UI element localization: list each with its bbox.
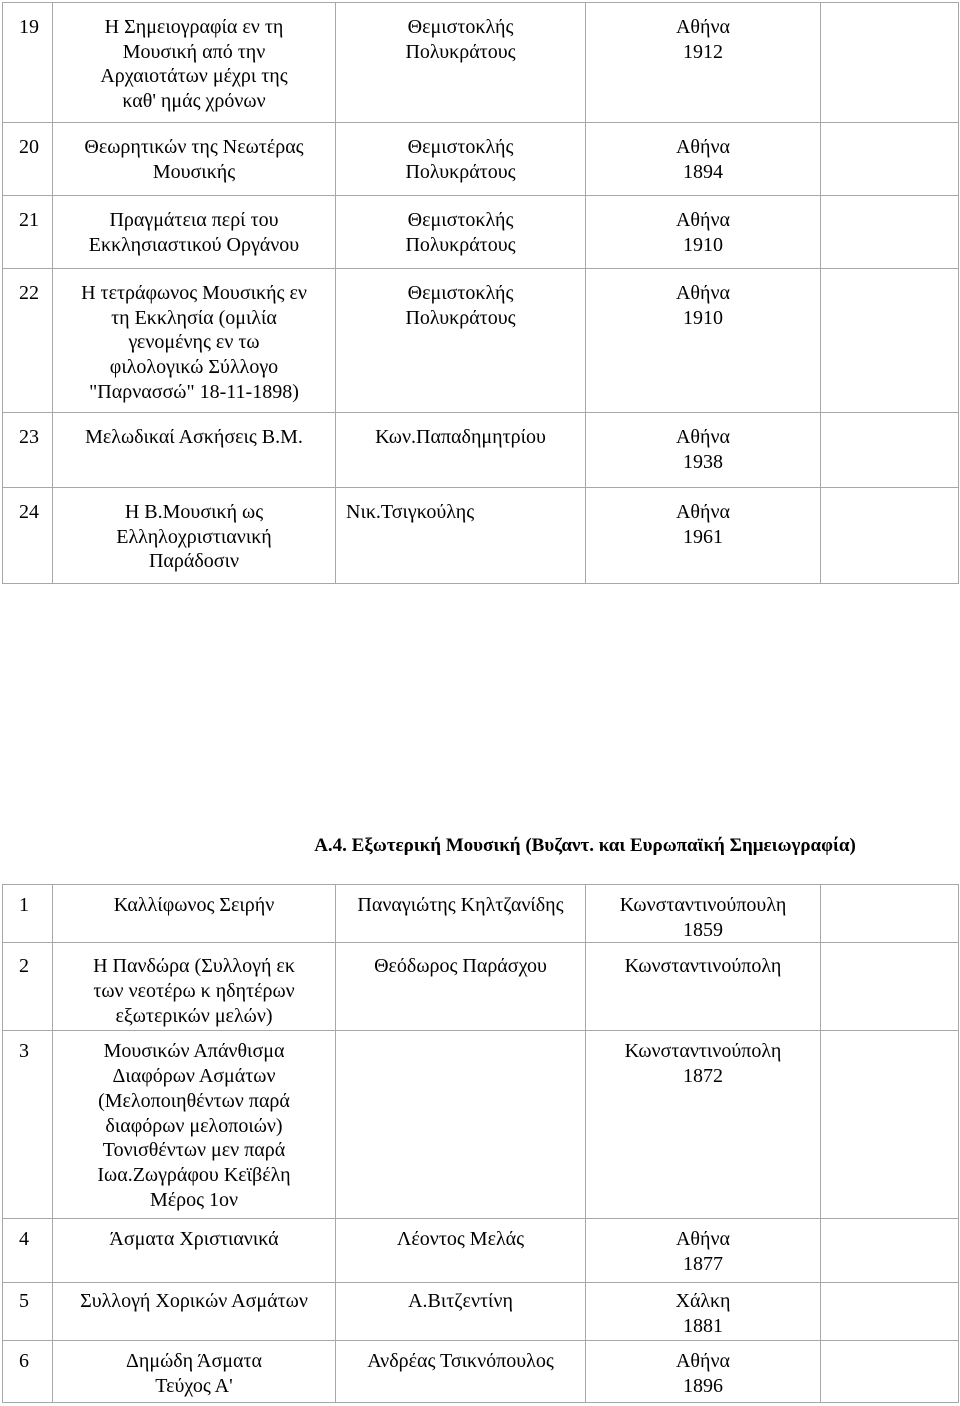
table-row [3, 1283, 959, 1341]
item-year: 1877 [683, 1253, 723, 1276]
item-place: Αθήνα [675, 136, 730, 158]
table-row [3, 269, 959, 413]
item-year: 1859 [683, 918, 723, 941]
item-place-year [586, 1031, 821, 1219]
item-place-year [586, 123, 821, 196]
item-author: Κων.Παπαδημητρίου [336, 413, 586, 488]
item-author [336, 1031, 586, 1219]
item-year: 1910 [683, 233, 723, 256]
item-title: Η τετράφωνος Μουσικής εν τη Εκκλησία (ομιλία γενομένης εν τω φιλολογικώ Σύλλογο "Παρνασσώ" 18-11-1898) [53, 269, 336, 413]
item-place: Χάλκη [675, 1290, 731, 1313]
item-author: Νικ.Τσιγκούλης [336, 488, 586, 584]
item-number: 22 [3, 269, 53, 413]
item-place-year [586, 1283, 821, 1341]
item-number: 20 [3, 123, 53, 196]
item-title: Θεωρητικών της Νεωτέρας Μουσικής [53, 123, 336, 196]
empty-cell [821, 3, 959, 123]
item-title: Καλλίφωνος Σειρήν [53, 885, 336, 943]
table-row [3, 943, 959, 1031]
item-title: Η Πανδώρα (Συλλογή εκ των νεοτέρω κ ηδητέρων εξωτερικών μελών) [53, 943, 336, 1031]
item-author: Λέοντος Μελάς [336, 1219, 586, 1283]
item-year: 1894 [683, 160, 723, 183]
item-title: Συλλογή Χορικών Ασμάτων [53, 1283, 336, 1341]
section-heading: Α.4. Εξωτερική Μουσική (Βυζαντ. και Ευρωπαϊκή Σημειωγραφία) [314, 835, 856, 856]
empty-cell [821, 123, 959, 196]
empty-cell [821, 885, 959, 943]
item-place-year [586, 885, 821, 943]
item-title: Η Σημειογραφία εν τη Μουσική από την Αρχαιοτάτων μέχρι της καθ' ημάς χρόνων [53, 3, 336, 123]
item-number: 21 [3, 196, 53, 269]
item-place-year [586, 413, 821, 488]
item-place: Αθήνα [675, 1350, 730, 1373]
table-row [3, 123, 959, 196]
item-title: Μελωδικαί Ασκήσεις Β.Μ. [53, 413, 336, 488]
table-row [3, 196, 959, 269]
item-title: Μουσικών Απάνθισμα Διαφόρων Ασμάτων (Μελοποιηθέντων παρά διαφόρων μελοποιών) Τονισθέντων μεν παρά Ιωα.Ζωγράφου Κεϊβέλη Μέρος 1ον [53, 1031, 336, 1219]
item-author: Παναγιώτης Κηλτζανίδης [336, 885, 586, 943]
table-row [3, 413, 959, 488]
empty-cell [821, 269, 959, 413]
item-year: 1896 [683, 1375, 723, 1398]
table-row [3, 488, 959, 584]
item-place: Αθήνα [675, 501, 730, 523]
empty-cell [821, 196, 959, 269]
empty-cell [821, 413, 959, 488]
table-row [3, 3, 959, 123]
item-number: 3 [3, 1031, 53, 1219]
item-place-year [586, 488, 821, 584]
table-row [3, 1341, 959, 1403]
empty-cell [821, 488, 959, 584]
item-title: Πραγμάτεια περί του Εκκλησιαστικού Οργάνου [53, 196, 336, 269]
item-number: 5 [3, 1283, 53, 1341]
item-author: Θεμιστοκλής Πολυκράτους [336, 269, 586, 413]
empty-cell [821, 1219, 959, 1283]
item-title: Δημώδη Άσματα Τεύχος Α' [53, 1341, 336, 1403]
empty-cell [821, 1341, 959, 1403]
book-table-1 [2, 2, 959, 584]
item-place-year [586, 1219, 821, 1283]
item-year: 1961 [683, 525, 723, 548]
item-place: Αθήνα [675, 426, 730, 448]
table-row [3, 885, 959, 943]
item-place-year [586, 269, 821, 413]
item-place-year [586, 1341, 821, 1403]
item-number: 19 [3, 3, 53, 123]
item-year: 1872 [683, 1065, 723, 1088]
item-year: 1912 [683, 40, 723, 63]
item-number: 2 [3, 943, 53, 1031]
item-place: Αθήνα [675, 1228, 730, 1251]
item-number: 23 [3, 413, 53, 488]
item-author: Θεμιστοκλής Πολυκράτους [336, 3, 586, 123]
book-table-2-body [3, 885, 959, 1403]
item-number: 4 [3, 1219, 53, 1283]
empty-cell [821, 943, 959, 1031]
item-place: Κωνσταντινούπουλη [619, 894, 787, 916]
item-place-year [586, 943, 821, 1031]
book-table-1-body [3, 3, 959, 584]
book-table-2 [2, 884, 959, 1403]
item-author: Α.Βιτζεντίνη [336, 1283, 586, 1341]
item-number: 24 [3, 488, 53, 584]
item-place: Αθήνα [675, 209, 730, 231]
item-place-year [586, 3, 821, 123]
item-year: 1910 [683, 306, 723, 329]
item-place: Αθήνα [675, 16, 730, 38]
empty-cell [821, 1031, 959, 1219]
item-year: 1881 [683, 1315, 723, 1338]
item-number: 1 [3, 885, 53, 943]
item-place: Κωνσταντινούπολη [624, 1040, 782, 1063]
item-title: Άσματα Χριστιανικά [53, 1219, 336, 1283]
item-year: 1938 [683, 450, 723, 473]
item-place-year [586, 196, 821, 269]
item-number: 6 [3, 1341, 53, 1403]
item-author: Θεόδωρος Παράσχου [336, 943, 586, 1031]
table-row [3, 1031, 959, 1219]
item-title: Η Β.Μουσική ως Ελληλοχριστιανική Παράδοσιν [53, 488, 336, 584]
item-place: Κωνσταντινούπολη [624, 955, 782, 978]
empty-cell [821, 1283, 959, 1341]
item-author: Θεμιστοκλής Πολυκράτους [336, 123, 586, 196]
table-row [3, 1219, 959, 1283]
item-author: Θεμιστοκλής Πολυκράτους [336, 196, 586, 269]
item-place: Αθήνα [675, 282, 730, 304]
item-author: Ανδρέας Τσικνόπουλος [336, 1341, 586, 1403]
